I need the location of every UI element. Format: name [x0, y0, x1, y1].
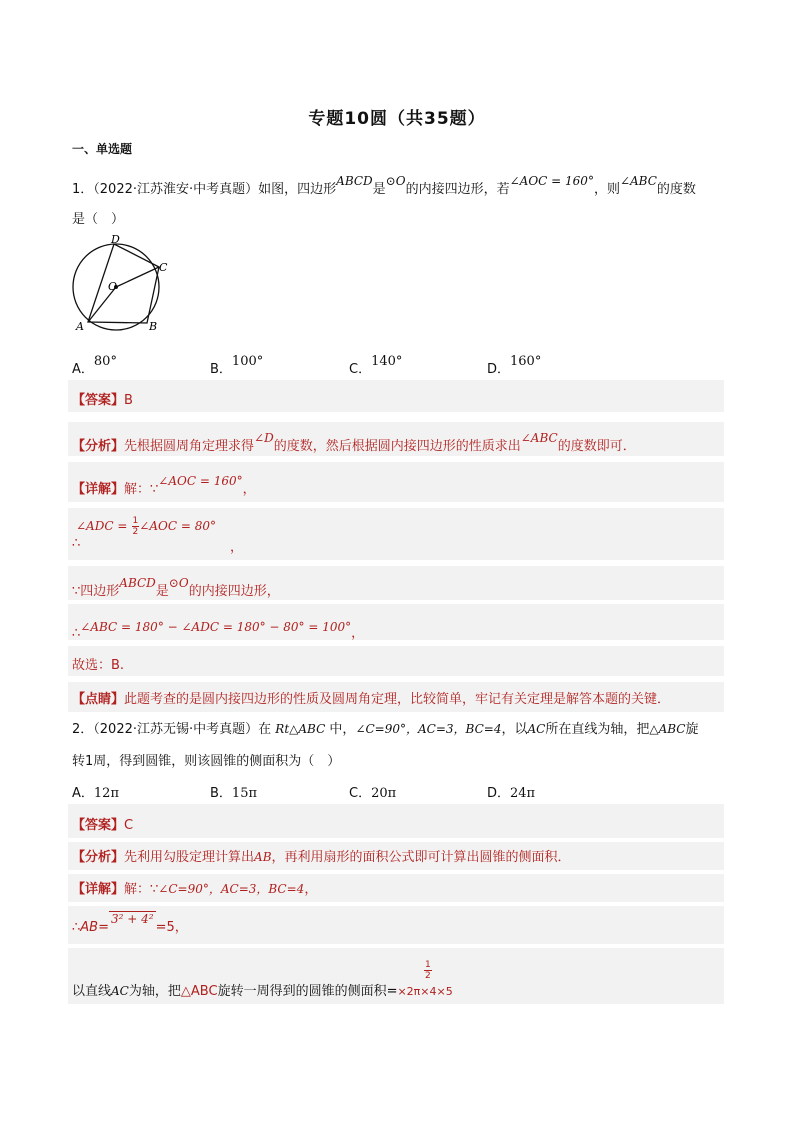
analysis-tag: 【分析】 — [72, 850, 125, 865]
q2-detail-line1 — [72, 878, 317, 897]
label-b: B — [149, 320, 158, 333]
q2-option-c — [349, 782, 396, 801]
option-letter: B． — [210, 786, 232, 801]
step-math: AC — [111, 984, 129, 998]
q1-option-c — [349, 354, 403, 377]
step-text: 是 — [155, 584, 169, 599]
option-value: 12π — [93, 786, 119, 801]
q2-option-d — [487, 782, 535, 801]
q1-step3 — [72, 576, 280, 599]
q1-stem-line1 — [72, 174, 696, 197]
option-letter: A． — [72, 362, 94, 377]
step-math: ∠ADC = — [76, 519, 128, 533]
step-math: ∠AOC = 80° — [139, 519, 216, 533]
q1-text-c: 的内接四边形，若 — [405, 182, 510, 197]
label-o: O — [108, 280, 118, 293]
fraction-denominator: 2 — [425, 971, 431, 981]
option-value: 24π — [510, 786, 536, 801]
label-c: C — [159, 261, 168, 274]
step-math: ⊙O — [168, 576, 189, 590]
step-text: 的内接四边形， — [188, 584, 280, 599]
q2-math-c: ∠C=90°，AC=3，BC=4 — [355, 722, 502, 736]
q1-step4 — [72, 616, 365, 641]
q2-text-d: 所在直线为轴，把 — [545, 722, 650, 737]
q2-option-b — [210, 782, 257, 801]
page-title: 专题10圆（共35题） — [308, 109, 486, 129]
analysis-text: 先根据圆周角定理求得 — [124, 439, 255, 454]
q1-stem-line2: 是（ ） — [72, 212, 125, 227]
analysis-math: ∠ABC — [520, 431, 558, 445]
step-math: △ABC — [180, 984, 218, 999]
option-value: 15π — [231, 786, 258, 801]
q2-math-rt: Rt△ABC — [275, 722, 326, 736]
q1-detail-line1 — [72, 474, 256, 497]
q2-source: （2022·江苏无锡·中考真题） — [93, 722, 259, 737]
point-text: 此题考查的是圆内接四边形的性质及圆周角定理，比较简单，牢记有关定理是解答本题的关键． — [124, 692, 671, 707]
option-value: 140° — [371, 354, 403, 369]
detail-text: 解：∵ — [124, 482, 159, 497]
q1-step2-comma: ， — [230, 540, 244, 555]
q2-option-a — [72, 782, 119, 801]
fraction-half — [424, 960, 432, 981]
q1-option-d — [487, 354, 542, 377]
analysis-text: 的度数，然后根据圆内接四边形的性质求出 — [273, 439, 521, 454]
step-text: ∴AB= — [72, 920, 109, 935]
analysis-math: ∠D — [254, 431, 274, 445]
q2-math-ac: AC — [527, 722, 546, 736]
q1-circle-figure — [68, 232, 178, 336]
step-math: ∠ABC = 180° − ∠ADC = 180° − 80° = 100° — [80, 620, 352, 634]
q1-point — [72, 688, 670, 707]
q1-text-e: 的度数 — [656, 182, 696, 197]
section-heading: 一、单选题 — [72, 142, 133, 156]
q2-stem-line1 — [72, 718, 698, 737]
q1-step2-therefore: ∴ — [72, 536, 81, 551]
q1-math-aoc: ∠AOC = 160° — [509, 174, 594, 188]
step-math: ABCD — [119, 576, 156, 590]
detail-text: 解：∵ — [124, 882, 159, 897]
q1-math-abc: ∠ABC — [619, 174, 657, 188]
q2-step3-fraction — [424, 960, 432, 981]
fraction-numerator: 1 — [425, 960, 431, 970]
segment-oc — [116, 267, 159, 287]
q1-answer-band — [68, 380, 724, 412]
q1-analysis — [72, 431, 636, 454]
q2-stem-line2: 转1周，得到圆锥，则该圆锥的侧面积为（ ） — [72, 754, 341, 769]
option-value: 160° — [510, 354, 542, 369]
answer-tag: 【答案】 — [72, 818, 125, 833]
option-letter: D． — [487, 786, 511, 801]
answer-tag: 【答案】 — [72, 393, 125, 408]
q1-choose-band — [68, 646, 724, 676]
detail-math: ∠AOC = 160° — [158, 474, 243, 488]
fraction-denominator: 2 — [132, 527, 139, 537]
option-letter: D． — [487, 362, 511, 377]
step-text: ∵四边形 — [72, 584, 120, 599]
q1-math-circle-o: ⊙O — [385, 174, 406, 188]
q1-text-a: 如图，四边形 — [258, 182, 337, 197]
q1-option-a — [72, 354, 117, 377]
q1-text-d: ，则 — [593, 182, 620, 197]
step-comma: ， — [351, 626, 365, 641]
q1-choose: 故选：B. — [72, 658, 125, 673]
analysis-text: 的度数即可． — [557, 439, 636, 454]
q1-source: （2022·江苏淮安·中考真题） — [93, 182, 259, 197]
q2-step3 — [72, 980, 453, 999]
q2-text-e: 旋 — [685, 722, 699, 737]
q2-math-abc: △ABC — [649, 722, 686, 736]
q1-number: 1． — [72, 182, 94, 197]
option-value: 100° — [231, 354, 264, 369]
detail-math: ∠C=90°，AC=3，BC=4 — [158, 882, 305, 896]
step-therefore: ∴ — [72, 626, 81, 641]
q2-number: 2． — [72, 722, 94, 737]
step-text: 旋转一周得到的圆锥的侧面积= — [217, 984, 398, 999]
option-letter: C． — [349, 786, 372, 801]
label-d: D — [111, 233, 120, 246]
answer-value: C — [124, 818, 134, 833]
q2-text-a: 在 — [258, 722, 272, 737]
q1-math-abcd: ABCD — [336, 174, 373, 188]
q1-text-b: 是 — [372, 182, 386, 197]
step-text: 以直线 — [72, 984, 112, 999]
option-letter: B． — [210, 362, 232, 377]
q1-option-b — [210, 354, 264, 377]
sqrt-expression: 3² + 4² — [110, 912, 154, 926]
step-text: 为轴，把 — [128, 984, 181, 999]
label-a: A — [76, 320, 84, 333]
analysis-text: ，再利用扇形的面积公式即可计算出圆锥的侧面积． — [271, 850, 571, 865]
q2-answer — [72, 814, 133, 833]
q2-step2 — [72, 912, 188, 935]
q2-analysis — [72, 846, 571, 865]
q2-text-c: ，以 — [501, 722, 528, 737]
answer-value: B — [124, 393, 133, 408]
detail-tag: 【详解】 — [72, 482, 125, 497]
point-tag: 【点睛】 — [72, 692, 125, 707]
step-product: ×2π×4×5 — [397, 985, 453, 998]
option-value: 20π — [371, 786, 397, 801]
detail-text: ， — [304, 882, 318, 897]
option-letter: A． — [72, 786, 94, 801]
analysis-tag: 【分析】 — [72, 439, 125, 454]
fraction-numerator: 1 — [132, 516, 139, 526]
step-text: =5， — [155, 920, 188, 935]
q2-text-b: 中， — [329, 722, 356, 737]
q1-step2-formula — [76, 516, 216, 537]
option-value: 80° — [93, 354, 117, 369]
q2-answer-band — [68, 804, 724, 838]
option-letter: C． — [349, 362, 372, 377]
q1-answer — [72, 389, 133, 408]
analysis-math: AB — [254, 850, 272, 864]
detail-text: ， — [242, 482, 256, 497]
analysis-text: 先利用勾股定理计算出 — [124, 850, 255, 865]
detail-tag: 【详解】 — [72, 882, 125, 897]
